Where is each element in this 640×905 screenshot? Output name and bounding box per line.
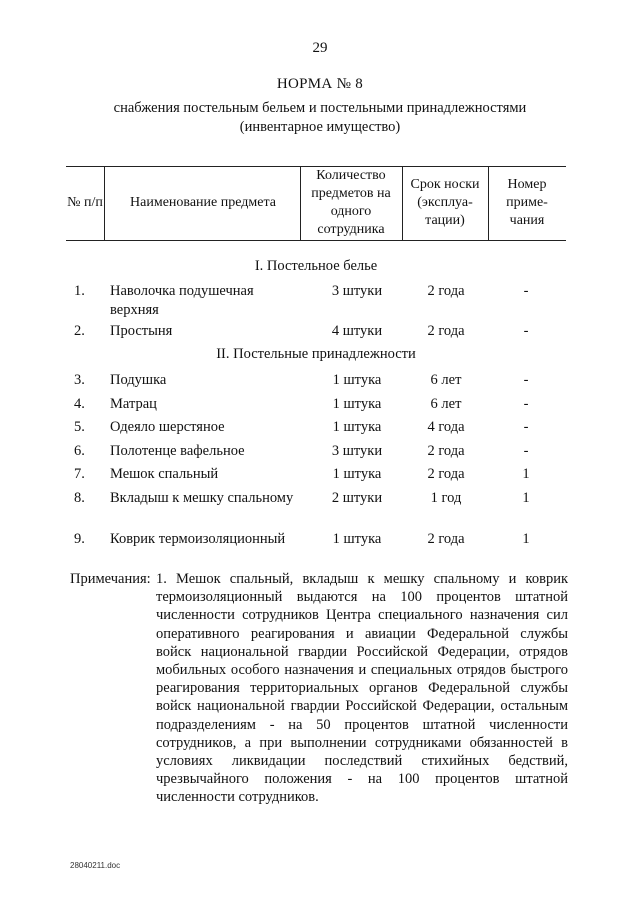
- cell-num: 2.: [74, 323, 85, 339]
- cell-name: Подушка: [110, 372, 167, 388]
- header-num: № п/п: [67, 195, 103, 210]
- section-title: II. Постельные принадлежности: [216, 346, 416, 362]
- cell-name: Мешок спальный: [110, 466, 219, 482]
- header-note: Номер приме-чания: [506, 177, 548, 228]
- header-qty: Количество предметов на одного сотрудника: [311, 168, 391, 237]
- cell-qty: 1 штука: [332, 396, 382, 412]
- header-divider: [402, 166, 403, 240]
- cell-term: 1 год: [430, 490, 462, 506]
- subtitle-line-2: (инвентарное имущество): [239, 119, 401, 135]
- cell-num: 9.: [74, 531, 85, 547]
- cell-note: -: [523, 396, 529, 412]
- header-name: Наименование предмета: [130, 195, 276, 210]
- notes-text: 1. Мешок спальный, вкладыш к мешку спальному и коврик термоизоляционный выдаются на 100 процентов штатной численности сотрудников Центра специального назначения сил оперативного реагирования и авиации Федеральной службы войск национальной гвардии Российской Федерации, отрядов мобильных особого назначения и специальных отрядов быстрого реагирования территориальных органов Федеральной службы войск национальной гвардии Российской Федерации, остальным подразделениям - на 50 процентов штатной численности сотрудников, а при выполнении сотрудниками обязанностей в условиях ликвидации последствий стихийных бедствий, чрезвычайного положения - на 100 процентов штатной численности сотрудников.: [156, 571, 568, 806]
- cell-note: 1: [522, 466, 530, 482]
- header-term: Срок носки (эксплуа-тации): [410, 177, 480, 228]
- header-divider: [300, 166, 301, 240]
- cell-num: 4.: [74, 396, 85, 412]
- cell-qty: 1 штука: [332, 466, 382, 482]
- cell-num: 8.: [74, 490, 85, 506]
- cell-note: 1: [522, 490, 530, 506]
- page-number: 29: [312, 40, 328, 56]
- cell-qty: 1 штука: [332, 419, 382, 435]
- subtitle-line-1: снабжения постельным бельем и постельными принадлежностями: [113, 100, 527, 116]
- cell-name: Полотенце вафельное: [110, 443, 245, 459]
- cell-name: Одеяло шерстяное: [110, 419, 225, 435]
- cell-qty: 2 штуки: [331, 490, 383, 506]
- header-divider: [104, 166, 105, 240]
- document-title: НОРМА № 8: [276, 76, 364, 92]
- footer-filename: 28040211.doc: [70, 861, 121, 870]
- cell-term: 2 года: [427, 466, 465, 482]
- cell-name: Коврик термоизоляционный: [110, 531, 286, 547]
- cell-qty: 3 штуки: [331, 443, 383, 459]
- cell-term: 6 лет: [430, 396, 462, 412]
- table-header-rule: [66, 240, 566, 241]
- cell-num: 1.: [74, 283, 85, 299]
- notes-label: Примечания:: [70, 571, 151, 587]
- cell-term: 2 года: [427, 443, 465, 459]
- cell-num: 5.: [74, 419, 85, 435]
- cell-qty: 1 штука: [332, 372, 382, 388]
- document-subtitle: [60, 99, 580, 137]
- cell-num: 7.: [74, 466, 85, 482]
- cell-note: -: [523, 372, 529, 388]
- cell-note: -: [523, 323, 529, 339]
- cell-num: 6.: [74, 443, 85, 459]
- cell-qty: 3 штуки: [331, 283, 383, 299]
- section-title: I. Постельное белье: [254, 258, 378, 274]
- cell-name: Наволочка подушечная верхняя: [110, 283, 254, 318]
- cell-term: 4 года: [427, 419, 465, 435]
- cell-term: 2 года: [427, 283, 465, 299]
- cell-term: 2 года: [427, 323, 465, 339]
- cell-num: 3.: [74, 372, 85, 388]
- cell-name: Вкладыш к мешку спальному: [110, 490, 294, 506]
- cell-term: 6 лет: [430, 372, 462, 388]
- cell-note: 1: [522, 531, 530, 547]
- cell-note: -: [523, 283, 529, 299]
- cell-qty: 4 штуки: [331, 323, 383, 339]
- cell-note: -: [523, 443, 529, 459]
- cell-note: -: [523, 419, 529, 435]
- cell-name: Простыня: [110, 323, 173, 339]
- header-divider: [488, 166, 489, 240]
- cell-term: 2 года: [427, 531, 465, 547]
- cell-name: Матрац: [110, 396, 157, 412]
- cell-qty: 1 штука: [332, 531, 382, 547]
